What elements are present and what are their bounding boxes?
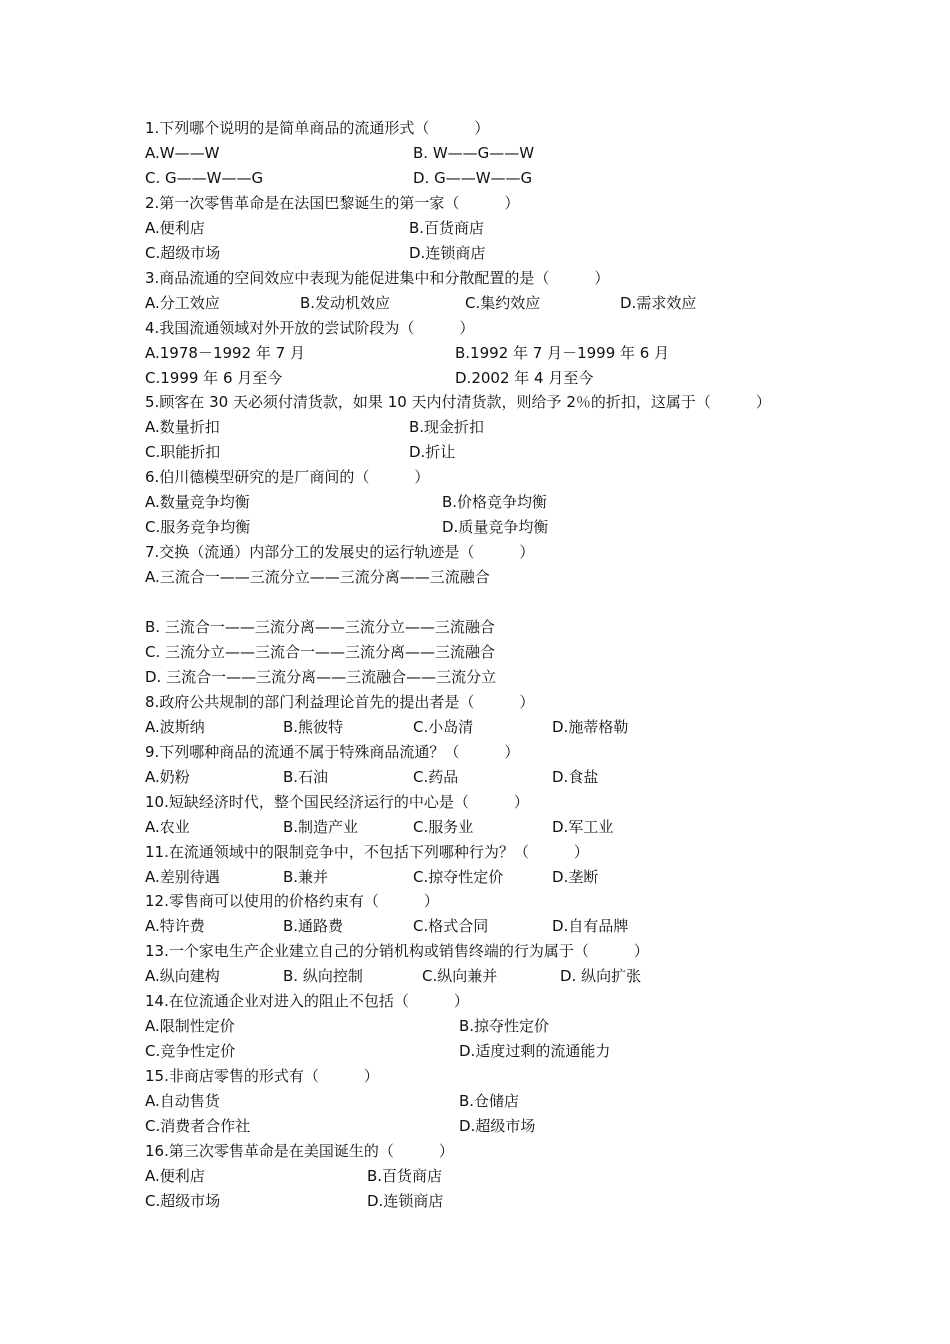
question-stem: 1.下列哪个说明的是简单商品的流通形式（ ） [145, 119, 490, 137]
answer-option: A.农业 [145, 817, 190, 836]
answer-option: C.纵向兼并 [422, 967, 498, 986]
answer-option: A.1978－1992 年 7 月 [145, 343, 305, 362]
answer-option: D.适度过剩的流通能力 [459, 1042, 611, 1061]
question-stem: 11.在流通领域中的限制竞争中，不包括下列哪种行为？（ ） [145, 842, 589, 861]
question-stem: 4.我国流通领域对外开放的尝试阶段为（ ） [145, 318, 475, 337]
answer-option: C.集约效应 [465, 293, 541, 312]
answer-option: D.超级市场 [459, 1117, 536, 1135]
answer-option: D.施蒂格勒 [552, 717, 629, 736]
answer-option: B.熊彼特 [283, 717, 344, 736]
answer-option: A.限制性定价 [145, 1017, 235, 1036]
answer-option: B.通路费 [283, 917, 344, 936]
answer-option: D.连锁商店 [367, 1191, 444, 1210]
answer-option: B.现金折扣 [409, 418, 485, 437]
question-stem: 6.伯川德模型研究的是厂商间的（ ） [145, 468, 430, 487]
answer-option: C.竞争性定价 [145, 1042, 236, 1061]
answer-option: C. 三流分立——三流合一——三流分离——三流融合 [145, 642, 496, 661]
answer-option: C. G——W——G [145, 168, 264, 187]
question-stem: 7.交换（流通）内部分工的发展史的运行轨迹是（ ） [145, 543, 535, 562]
answer-option: C.服务业 [413, 817, 474, 836]
question-stem: 2.第一次零售革命是在法国巴黎诞生的第一家（ ） [145, 193, 520, 212]
answer-option: B.掠夺性定价 [459, 1017, 550, 1036]
answer-option: B.1992 年 7 月－1999 年 6 月 [455, 343, 670, 362]
answer-option: D.自有品牌 [552, 917, 629, 936]
answer-option: A.纵向建构 [145, 967, 220, 986]
answer-option: A.差别待遇 [145, 867, 220, 886]
answer-option: D.需求效应 [620, 293, 697, 312]
answer-option: D.连锁商店 [409, 243, 486, 262]
answer-option: C.服务竞争均衡 [145, 518, 251, 537]
answer-option: A.便利店 [145, 1166, 205, 1185]
question-stem: 8.政府公共规制的部门利益理论首先的提出者是（ ） [145, 692, 535, 711]
answer-option: B. 三流合一——三流分离——三流分立——三流融合 [145, 618, 495, 636]
question-stem: 13.一个家电生产企业建立自己的分销机构或销售终端的行为属于（ ） [145, 942, 649, 961]
question-stem: 9.下列哪种商品的流通不属于特殊商品流通？（ ） [145, 742, 520, 761]
answer-option: A.奶粉 [145, 767, 190, 786]
answer-option: C.1999 年 6 月至今 [145, 368, 283, 387]
answer-option: D.军工业 [552, 817, 614, 836]
answer-option: A.自动售货 [145, 1092, 220, 1110]
answer-option: B.石油 [283, 767, 329, 786]
answer-option: D.折让 [409, 443, 456, 462]
answer-option: D.垄断 [552, 867, 599, 886]
answer-option: B. W——G——W [413, 143, 535, 162]
answer-option: C.掠夺性定价 [413, 867, 504, 886]
answer-option: B.百货商店 [367, 1166, 443, 1185]
answer-option: B.发动机效应 [300, 293, 391, 312]
answer-option: B.仓储店 [459, 1092, 520, 1110]
answer-option: C.消费者合作社 [145, 1117, 251, 1135]
answer-option: B.百货商店 [409, 218, 485, 237]
answer-option: D. G——W——G [413, 168, 533, 187]
answer-option: A.W——W [145, 143, 220, 162]
answer-option: A.三流合一——三流分立——三流分离——三流融合 [145, 568, 490, 587]
answer-option: A.特许费 [145, 917, 205, 936]
answer-option: D.食盐 [552, 767, 599, 786]
answer-option: C.超级市场 [145, 1191, 221, 1210]
answer-option: B.价格竞争均衡 [442, 493, 548, 512]
answer-option: B.兼并 [283, 867, 329, 886]
question-stem: 12.零售商可以使用的价格约束有（ ） [145, 892, 439, 911]
answer-option: B. 纵向控制 [283, 967, 363, 986]
answer-option: D. 纵向扩张 [560, 967, 642, 986]
question-stem: 14.在位流通企业对进入的阻止不包括（ ） [145, 992, 469, 1011]
answer-option: D. 三流合一——三流分离——三流融合——三流分立 [145, 667, 497, 686]
question-stem: 3.商品流通的空间效应中表现为能促进集中和分散配置的是（ ） [145, 268, 610, 287]
question-stem: 15.非商店零售的形式有（ ） [145, 1067, 379, 1086]
question-stem: 10.短缺经济时代，整个国民经济运行的中心是（ ） [145, 792, 529, 811]
answer-option: B.制造产业 [283, 817, 359, 836]
answer-option: C.职能折扣 [145, 443, 221, 462]
answer-option: A.便利店 [145, 218, 205, 237]
answer-option: A.分工效应 [145, 293, 220, 312]
question-stem: 5.顾客在 30 天必须付清货款，如果 10 天内付清货款，则给予 2％的折扣，这属于（ ） [145, 393, 771, 412]
answer-option: C.格式合同 [413, 917, 489, 936]
answer-option: C.小岛清 [413, 717, 474, 736]
answer-option: C.超级市场 [145, 243, 221, 262]
answer-option: D.质量竞争均衡 [442, 518, 549, 537]
question-stem: 16.第三次零售革命是在美国诞生的（ ） [145, 1141, 454, 1160]
answer-option: D.2002 年 4 月至今 [455, 368, 594, 387]
answer-option: A.波斯纳 [145, 717, 205, 736]
answer-option: C.药品 [413, 767, 459, 786]
answer-option: A.数量竞争均衡 [145, 493, 250, 512]
answer-option: A.数量折扣 [145, 418, 220, 437]
